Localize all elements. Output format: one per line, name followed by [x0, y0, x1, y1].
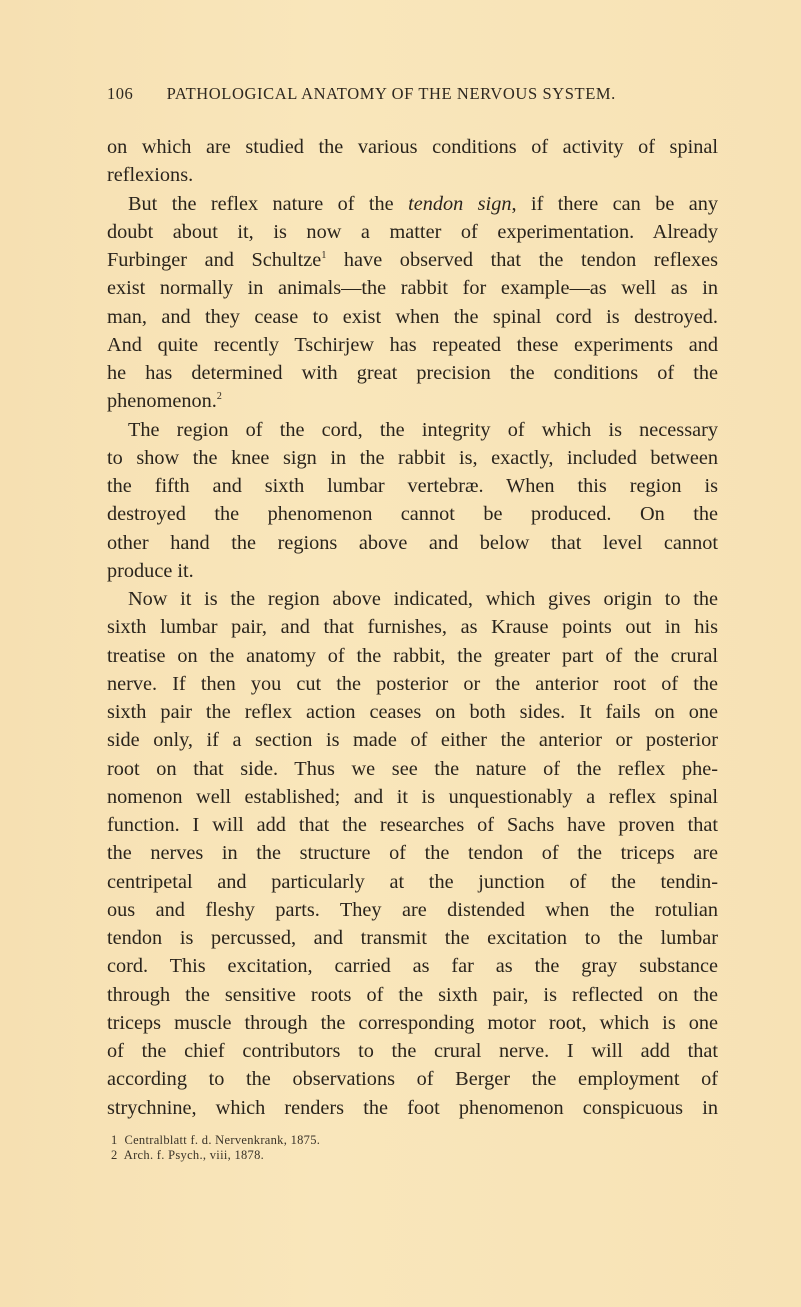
footnotes: [111, 1133, 320, 1162]
text-line: treatise on the anatomy of the rabbit, the greater part of the crural: [107, 644, 718, 667]
text-line: exist normally in animals—the rabbit for example—as well as in: [107, 277, 718, 300]
text-line: Now it is the region above indicated, which gives origin to the: [128, 588, 718, 610]
text-line: And quite recently Tschirjew has repeated these experiments and: [107, 333, 718, 356]
text-line: strychnine, which renders the foot phenomenon conspicuous in: [107, 1096, 718, 1119]
running-header: [107, 84, 667, 108]
footnote-number: 1: [111, 1133, 118, 1147]
text-line: through the sensitive roots of the sixth pair, is reflected on the: [107, 983, 718, 1006]
footnote-ref-1[interactable]: 1: [321, 250, 327, 261]
body-text: [107, 133, 718, 1122]
text-line: he has determined with great precision the conditions of the: [107, 362, 718, 384]
page-number: 106: [107, 84, 134, 103]
text-line: centripetal and particularly at the junction of the tendin-: [107, 870, 718, 893]
footnote-2: [111, 1148, 320, 1163]
text-line: of the chief contributors to the crural nerve. I will add that: [107, 1040, 718, 1062]
text-line: the fifth and sixth lumbar vertebræ. When this region is: [107, 475, 718, 497]
text-line: to show the knee sign in the rabbit is, exactly, included between: [107, 446, 718, 469]
text-line: on which are studied the various conditions of activity of spinal: [107, 136, 718, 158]
text-line: reflexions.: [107, 164, 194, 187]
text-line: destroyed the phenomenon cannot be produced. On the: [107, 503, 718, 526]
footnote-text: Arch. f. Psych., viii, 1878.: [123, 1147, 265, 1162]
text-line: according to the observations of Berger the employment of: [107, 1068, 718, 1091]
text-line: triceps muscle through the corresponding motor root, which is one: [107, 1011, 718, 1034]
italic-term: tendon sign: [408, 192, 512, 215]
text-line: side only, if a section is made of either the anterior or posterior: [107, 729, 718, 752]
text-line: But the reflex nature of the tendon sign, if there can be any: [128, 192, 719, 215]
text-line: cord. This excitation, carried as far as the gray substance: [107, 955, 718, 978]
text-line: tendon is percussed, and transmit the excitation to the lumbar: [107, 927, 718, 949]
text-line: nerve. If then you cut the posterior or the anterior root of the: [107, 672, 718, 695]
text-line: doubt about it, is now a matter of experimentation. Already: [107, 220, 718, 243]
text-line: the nerves in the structure of the tendon of the triceps are: [107, 842, 718, 865]
footnote-1: [111, 1133, 320, 1148]
text-line: other hand the regions above and below that level cannot: [107, 531, 718, 554]
text-line: sixth pair the reflex action ceases on both sides. It fails on one: [107, 701, 718, 723]
text-line: Furbinger and Schultze$^1$ have observed that the tendon reflexes: [107, 249, 718, 271]
text-line: man, and they cease to exist when the spinal cord is destroyed.: [107, 305, 718, 328]
text-line: sixth lumbar pair, and that furnishes, as Krause points out in his: [107, 616, 718, 639]
text-line: ous and fleshy parts. They are distended when the rotulian: [107, 898, 718, 921]
running-title: PATHOLOGICAL ANATOMY OF THE NERVOUS SYSTEM.: [166, 84, 616, 103]
text-line: function. I will add that the researches of Sachs have proven that: [107, 814, 718, 836]
text-line: produce it.: [107, 559, 194, 582]
text-line: nomenon well established; and it is unquestionably a reflex spinal: [107, 785, 718, 808]
footnote-text: Centralblatt f. d. Nervenkrank, 1875.: [124, 1133, 321, 1147]
text-line: The region of the cord, the integrity of which is necessary: [128, 418, 718, 441]
text-line: phenomenon.$^2$: [107, 390, 222, 413]
footnote-number: 2: [111, 1147, 118, 1162]
text-line: root on that side. Thus we see the nature of the reflex phe-: [107, 757, 718, 780]
footnote-ref-2[interactable]: 2: [216, 391, 222, 403]
